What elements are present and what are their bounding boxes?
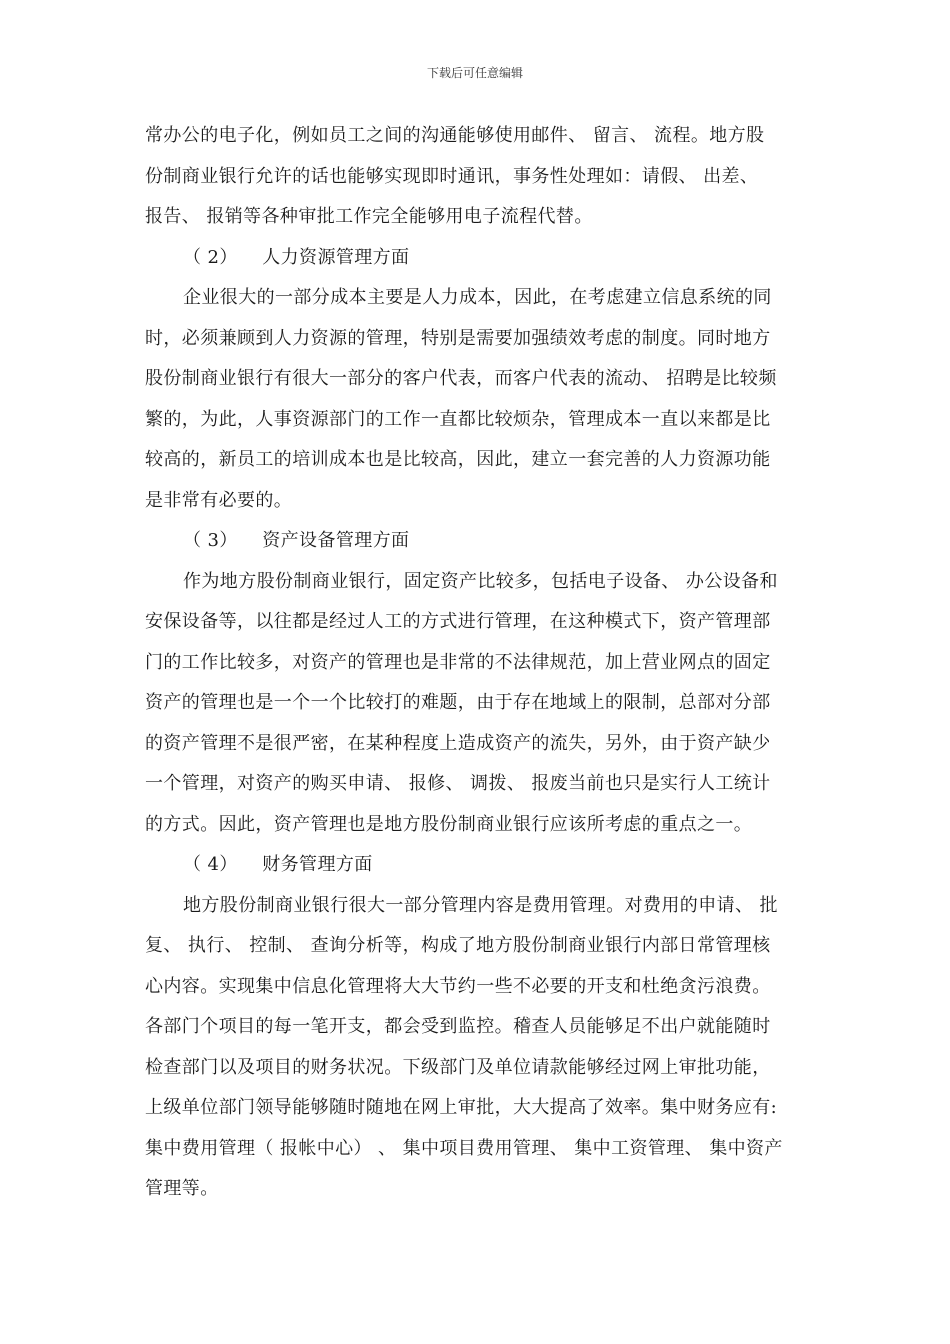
paragraph-line: 繁的，为此，人事资源部门的工作一直都比较烦杂，管理成本一直以来都是比 — [145, 408, 771, 430]
paragraph-line: 一个管理，对资产的购买申请、 报修、 调拨、 报废当前也只是实行人工统计 — [145, 773, 771, 794]
paragraph-line: 作为地方股份制商业银行，固定资产比较多，包括电子设备、 办公设备和 — [183, 570, 778, 592]
section-heading: （ 3） 资产设备管理方面 — [183, 530, 410, 551]
paragraph-line: 管理等。 — [145, 1178, 219, 1199]
paragraph-line: 上级单位部门领导能够随时随地在网上审批，大大提高了效率。集中财务应有: — [145, 1097, 778, 1118]
paragraph-line: 时，必须兼顾到人力资源的管理，特别是需要加强绩效考虑的制度。同时地方 — [145, 327, 771, 349]
paragraph-line: 的方式。因此，资产管理也是地方股份制商业银行应该所考虑的重点之一。 — [145, 813, 753, 835]
paragraph-line: 是非常有必要的。 — [145, 489, 293, 511]
paragraph-line: 门的工作比较多，对资产的管理也是非常的不法律规范，加上营业网点的固定 — [145, 651, 771, 673]
document-body — [145, 116, 807, 1210]
paragraph-line: 各部门个项目的每一笔开支，都会受到监控。稽查人员能够足不出户就能随时 — [145, 1016, 771, 1037]
paragraph-line: 复、 执行、 控制、 查询分析等，构成了地方股份制商业银行内部日常管理核 — [145, 935, 771, 956]
paragraph-line: 地方股份制商业银行很大一部分管理内容是费用管理。对费用的申请、 批 — [183, 894, 778, 916]
paragraph-line: 心内容。实现集中信息化管理将大大节约一些不必要的开支和杜绝贪污浪费。 — [145, 975, 771, 997]
paragraph-line: 安保设备等，以往都是经过人工的方式进行管理，在这种模式下，资产管理部 — [145, 611, 771, 632]
paragraph-line: 集中费用管理（ 报帐中心） 、 集中项目费用管理、 集中工资管理、 集中资产 — [145, 1137, 783, 1159]
paragraph-line: 企业很大的一部分成本主要是人力成本，因此，在考虑建立信息系统的同 — [183, 287, 772, 308]
paragraph-line: 股份制商业银行有很大一部分的客户代表，而客户代表的流动、 招聘是比较频 — [145, 368, 777, 389]
paragraph-line: 资产的管理也是一个一个比较打的难题，由于存在地域上的限制，总部对分部 — [145, 692, 771, 713]
section-heading: （ 2） 人力资源管理方面 — [183, 246, 410, 268]
paragraph-line: 较高的，新员工的培训成本也是比较高，因此，建立一套完善的人力资源功能 — [145, 449, 771, 470]
paragraph-line: 检查部门以及项目的财务状况。下级部门及单位请款能够经过网上审批功能， — [145, 1056, 771, 1078]
page-header: 下载后可任意编辑 — [426, 66, 523, 80]
paragraph-line: 常办公的电子化，例如员工之间的沟通能够使用邮件、 留言、 流程。地方股 — [145, 125, 765, 146]
paragraph-line: 的资产管理不是很严密，在某种程度上造成资产的流失，另外，由于资产缺少 — [145, 732, 771, 754]
section-heading: （ 4） 财务管理方面 — [183, 854, 373, 875]
paragraph-line: 份制商业银行允许的话也能够实现即时通讯，事务性处理如：请假、 出差、 — [145, 165, 759, 187]
paragraph-line: 报告、 报销等各种审批工作完全能够用电子流程代替。 — [145, 206, 593, 227]
